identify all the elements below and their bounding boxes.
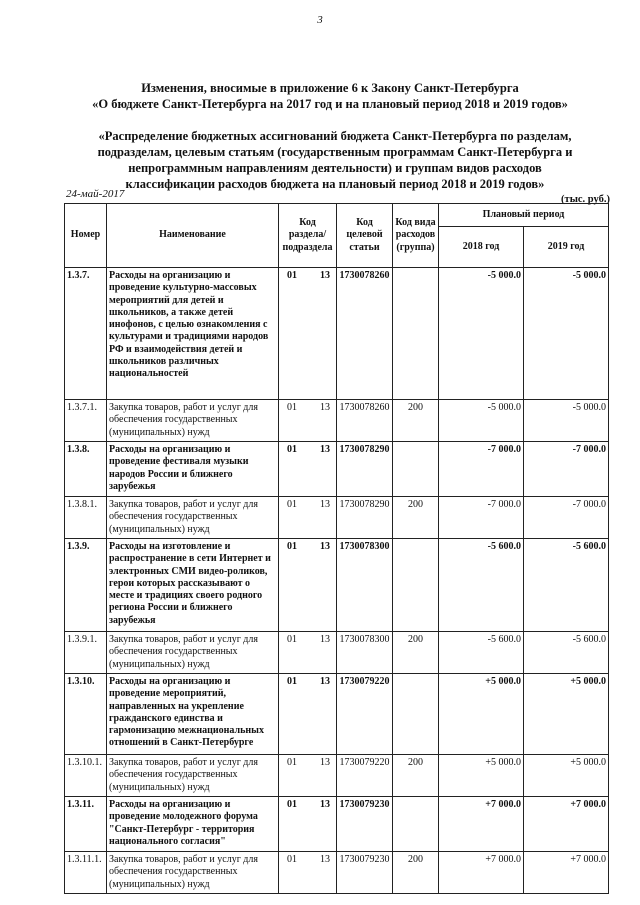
row-number: 1.3.10. [65,674,107,755]
row-section-code: 01 [287,676,297,687]
row-target: 1730079230 [337,797,393,852]
header-name: Наименование [107,204,279,268]
row-subsection-code: 13 [320,402,330,413]
header-number: Номер [65,204,107,268]
title-line-2: «О бюджете Санкт-Петербурга на 2017 год и на плановый период 2018 и 2019 годов» [92,97,568,111]
subtitle-line-4: классификации расходов бюджета на плановый период 2018 и 2019 годов» [125,177,545,191]
row-name: Расходы на организацию и проведение фестиваля музыки народов России и ближнего зарубежья [107,442,279,497]
row-type [393,539,439,632]
row-section-code: 01 [287,402,297,413]
row-section-code: 01 [287,634,297,645]
row-2018: +7 000.0 [439,797,524,852]
row-2018: +5 000.0 [439,674,524,755]
row-type: 200 [393,632,439,674]
page-number: 3 [317,14,323,26]
row-name: Закупка товаров, работ и услуг для обеспечения государственных (муниципальных) нужд [107,852,279,894]
header-target: Код целевой статьи [337,204,393,268]
row-section [279,755,337,797]
row-2018: -7 000.0 [439,497,524,539]
row-subsection-code: 13 [320,799,330,810]
row-number: 1.3.10.1. [65,755,107,797]
row-2019: -5 600.0 [524,632,609,674]
row-section-code: 01 [287,757,297,768]
row-target: 1730078290 [337,497,393,539]
row-target: 1730079220 [337,674,393,755]
row-type [393,797,439,852]
table-row [65,797,609,852]
row-2018: +7 000.0 [439,852,524,894]
row-section [279,539,337,632]
row-subsection-code: 13 [320,541,330,552]
row-subsection-code: 13 [320,499,330,510]
row-2018: -5 000.0 [439,400,524,442]
row-section-code: 01 [287,444,297,455]
row-section [279,400,337,442]
row-number: 1.3.8.1. [65,497,107,539]
title-line-1: Изменения, вносимые в приложение 6 к Закону Санкт-Петербурга [141,81,519,95]
row-name: Закупка товаров, работ и услуг для обеспечения государственных (муниципальных) нужд [107,497,279,539]
row-section [279,674,337,755]
row-number: 1.3.7.1. [65,400,107,442]
document-title [60,80,600,112]
row-type [393,674,439,755]
row-type [393,442,439,497]
table-row [65,852,609,894]
row-2018: -5 600.0 [439,632,524,674]
row-section [279,852,337,894]
row-section [279,632,337,674]
row-target: 1730078290 [337,442,393,497]
row-number: 1.3.11. [65,797,107,852]
budget-table [64,203,609,894]
row-name: Расходы на изготовление и распространение в сети Интернет и электронных СМИ видео-роликов, герои которых рассказывают о месте и традициях своего родного региона России и ближнего зарубежья [107,539,279,632]
row-2019: +5 000.0 [524,755,609,797]
table-row [65,268,609,400]
row-name: Расходы на организацию и проведение молодежного форума "Санкт-Петербург - территория национального согласия" [107,797,279,852]
row-2019: +7 000.0 [524,797,609,852]
row-name: Расходы на организацию и проведение мероприятий, направленных на укрепление гражданского единства и гармонизацию межнациональных отношений в Санкт-Петербурге [107,674,279,755]
table-row [65,632,609,674]
row-number: 1.3.9. [65,539,107,632]
row-name: Закупка товаров, работ и услуг для обеспечения государственных (муниципальных) нужд [107,755,279,797]
row-number: 1.3.11.1. [65,852,107,894]
table-row [65,442,609,497]
row-name: Закупка товаров, работ и услуг для обеспечения государственных (муниципальных) нужд [107,632,279,674]
header-2018: 2018 год [439,227,524,268]
row-subsection-code: 13 [320,854,330,865]
subtitle-line-1: «Распределение бюджетных ассигнований бюджета Санкт-Петербурга по разделам, [98,129,572,143]
row-section [279,497,337,539]
row-section-code: 01 [287,270,297,281]
document-date: 24-май-2017 [66,188,125,200]
row-number: 1.3.7. [65,268,107,400]
row-subsection-code: 13 [320,757,330,768]
row-2019: +5 000.0 [524,674,609,755]
row-section [279,268,337,400]
row-2019: -7 000.0 [524,442,609,497]
subtitle-line-3: непрограммным направлениям деятельности) и группам видов расходов [128,161,542,175]
row-2018: +5 000.0 [439,755,524,797]
row-target: 1730078300 [337,632,393,674]
row-type: 200 [393,852,439,894]
row-target: 1730079230 [337,852,393,894]
subtitle-line-2: подразделам, целевым статьям (государственным программам Санкт-Петербурга и [97,145,573,159]
table-header-row [65,204,609,227]
currency-unit: (тыс. руб.) [561,194,610,205]
row-type [393,268,439,400]
row-section-code: 01 [287,854,297,865]
row-target: 1730079220 [337,755,393,797]
table-row [65,497,609,539]
header-2019: 2019 год [524,227,609,268]
header-section: Код раздела/ подраздела [279,204,337,268]
row-section-code: 01 [287,499,297,510]
row-2019: -7 000.0 [524,497,609,539]
table-row [65,400,609,442]
row-section-code: 01 [287,799,297,810]
row-2019: +7 000.0 [524,852,609,894]
table-row [65,755,609,797]
row-2019: -5 000.0 [524,400,609,442]
row-2019: -5 600.0 [524,539,609,632]
row-section-code: 01 [287,541,297,552]
document-subtitle [70,128,600,192]
row-subsection-code: 13 [320,634,330,645]
row-2018: -5 600.0 [439,539,524,632]
header-plan-period: Плановый период [439,204,609,227]
row-2018: -5 000.0 [439,268,524,400]
table-row [65,539,609,632]
row-target: 1730078260 [337,268,393,400]
row-subsection-code: 13 [320,444,330,455]
row-subsection-code: 13 [320,270,330,281]
header-type: Код вида расходов (группа) [393,204,439,268]
row-name: Закупка товаров, работ и услуг для обеспечения государственных (муниципальных) нужд [107,400,279,442]
row-2019: -5 000.0 [524,268,609,400]
row-number: 1.3.8. [65,442,107,497]
row-name: Расходы на организацию и проведение культурно-массовых мероприятий для детей и школьников, а также детей инофонов, с целью ознакомления с культурами и традициями народов РФ и взаимодействия детей и школьников различных национальностей [107,268,279,400]
row-type: 200 [393,400,439,442]
row-target: 1730078260 [337,400,393,442]
row-type: 200 [393,755,439,797]
row-type: 200 [393,497,439,539]
row-section [279,797,337,852]
row-number: 1.3.9.1. [65,632,107,674]
table-row [65,674,609,755]
row-subsection-code: 13 [320,676,330,687]
row-target: 1730078300 [337,539,393,632]
row-section [279,442,337,497]
row-2018: -7 000.0 [439,442,524,497]
